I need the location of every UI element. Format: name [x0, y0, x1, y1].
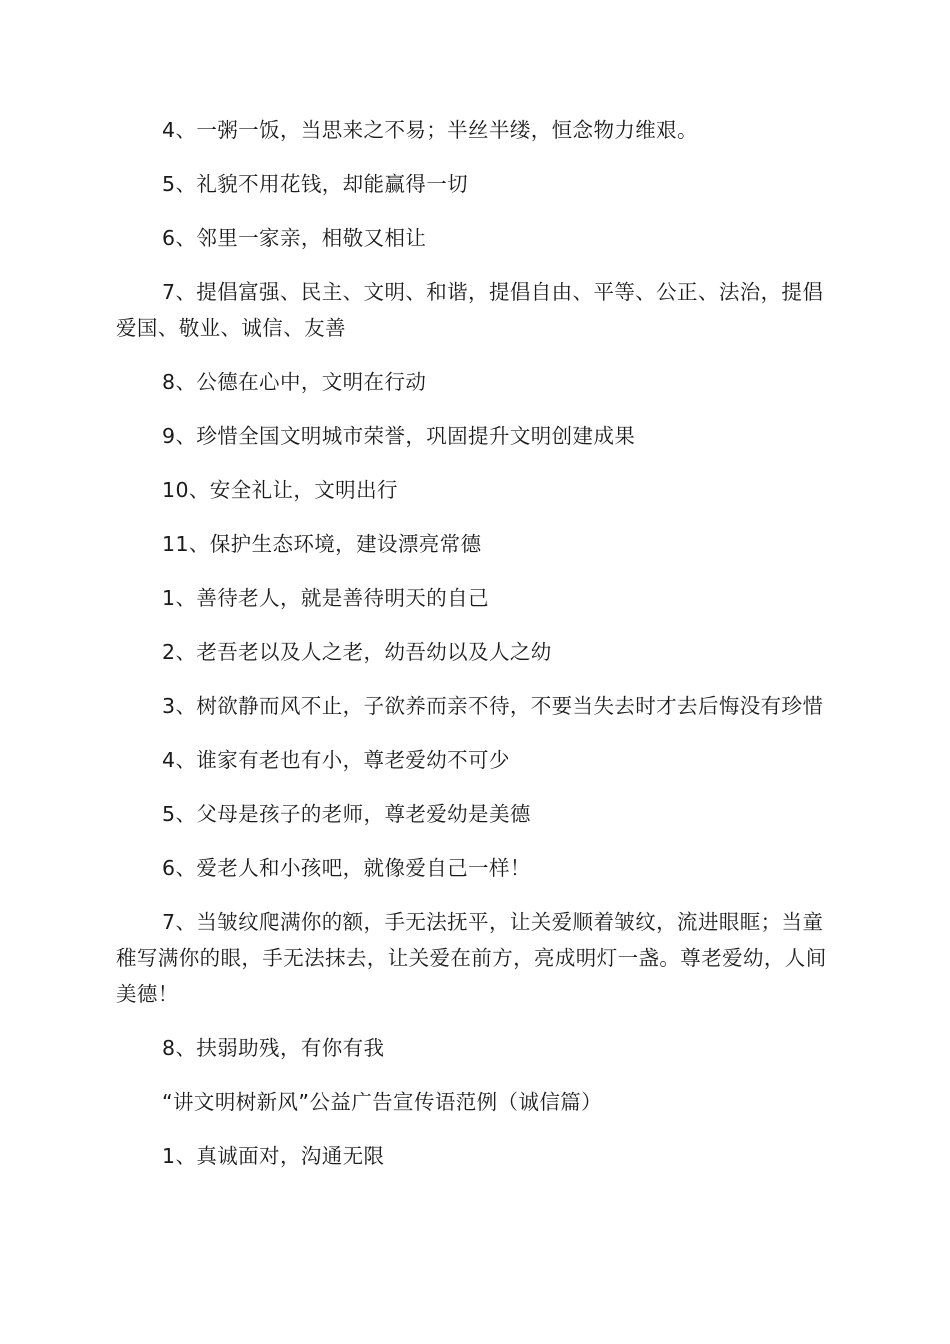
paragraph-17: 1、真诚面对，沟通无限: [162, 1144, 385, 1168]
paragraph-2: 6、邻里一家亲，相敬又相让: [162, 226, 427, 250]
paragraph-0: 4、一粥一饭，当思来之不易；半丝半缕，恒念物力维艰。: [162, 118, 698, 142]
paragraph-8: 1、善待老人，就是善待明天的自己: [162, 586, 489, 610]
paragraph-14: 7、当皱纹爬满你的额，手无法抚平，让关爱顺着皱纹，流进眼眶；当童稚写满你的眼，手无法抹去，让关爱在前方，亮成明灯一盏。尊老爱幼，人间美德！: [116, 910, 827, 1006]
paragraph-1: 5、礼貌不用花钱，却能赢得一切: [162, 172, 469, 196]
paragraph-12: 5、父母是孩子的老师，尊老爱幼是美德: [162, 802, 531, 826]
paragraph-10: 3、树欲静而风不止，子欲养而亲不待，不要当失去时才去后悔没有珍惜: [162, 694, 824, 718]
paragraph-6: 10、安全礼让，文明出行: [162, 478, 398, 502]
section-heading: “讲文明树新风”公益广告宣传语范例（诚信篇）: [162, 1090, 603, 1114]
document-body: [116, 112, 836, 1192]
paragraph-15: 8、扶弱助残，有你有我: [162, 1036, 385, 1060]
paragraph-5: 9、珍惜全国文明城市荣誉，巩固提升文明创建成果: [162, 424, 636, 448]
paragraph-4: 8、公德在心中，文明在行动: [162, 370, 427, 394]
paragraph-3: 7、提倡富强、民主、文明、和谐，提倡自由、平等、公正、法治，提倡爱国、敬业、诚信、友善: [116, 280, 824, 340]
paragraph-7: 11、保护生态环境，建设漂亮常德: [162, 532, 482, 556]
paragraph-9: 2、老吾老以及人之老，幼吾幼以及人之幼: [162, 640, 552, 664]
paragraph-13: 6、爱老人和小孩吧，就像爱自己一样！: [162, 856, 531, 880]
paragraph-11: 4、谁家有老也有小，尊老爱幼不可少: [162, 748, 510, 772]
